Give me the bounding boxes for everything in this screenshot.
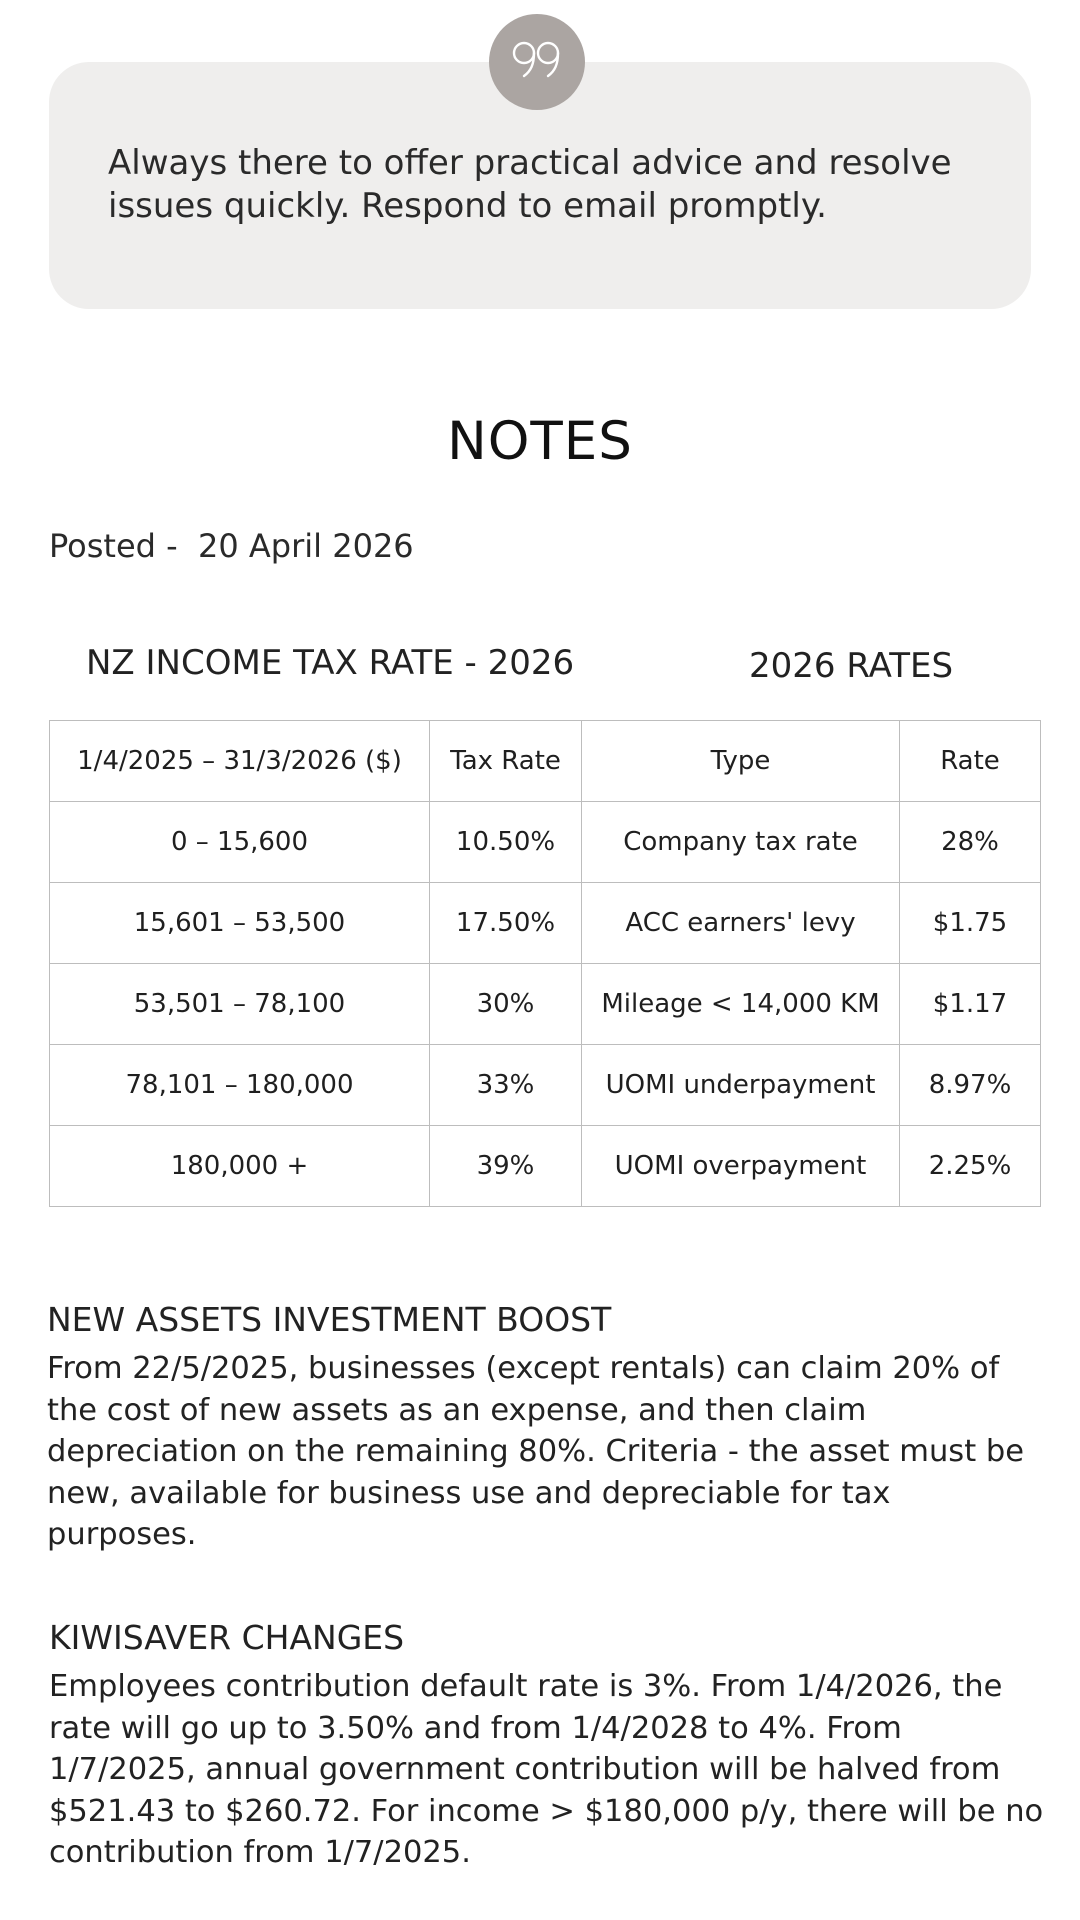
rate-cell: 8.97%: [900, 1045, 1041, 1126]
type-cell: ACC earners' levy: [582, 883, 900, 964]
table-header-row: [50, 721, 1041, 802]
tax-rate-cell: 10.50%: [430, 802, 582, 883]
tax-rate-cell: 33%: [430, 1045, 582, 1126]
income-range-cell: 180,000 +: [50, 1126, 430, 1207]
type-cell: UOMI overpayment: [582, 1126, 900, 1207]
notes-title: NOTES: [447, 411, 633, 472]
header-rate: Rate: [900, 721, 1041, 802]
header-type: Type: [582, 721, 900, 802]
kiwisaver-heading: KIWISAVER CHANGES: [49, 1618, 405, 1657]
posted-date: 20 April 2026: [198, 527, 414, 565]
header-income-range: 1/4/2025 – 31/3/2026 ($): [50, 721, 430, 802]
type-cell: Company tax rate: [582, 802, 900, 883]
rate-cell: $1.75: [900, 883, 1041, 964]
kiwisaver-body: Employees contribution default rate is 3%. From 1/4/2026, the rate will go up to 3.50% and from 1/4/2028 to 4%. From 1/7/2025, annual government contribution will be halved from $521.43 to $260.72. For income > $180,000 p/y, there will be no contribution from 1/7/2025.: [49, 1669, 1044, 1870]
tax-rate-heading: NZ INCOME TAX RATE - 2026: [86, 643, 575, 683]
rates-heading: 2026 RATES: [749, 646, 954, 686]
income-range-cell: 0 – 15,600: [50, 802, 430, 883]
testimonial-text: Always there to offer practical advice and resolve issues quickly. Respond to email promptly.: [108, 143, 952, 226]
quote-icon: [511, 40, 563, 84]
type-cell: UOMI underpayment: [582, 1045, 900, 1126]
tax-rates-table: [49, 720, 1041, 1207]
table-row: [50, 1045, 1041, 1126]
tax-rate-cell: 17.50%: [430, 883, 582, 964]
table-row: [50, 964, 1041, 1045]
table-row: [50, 883, 1041, 964]
posted-label: Posted: [49, 527, 156, 565]
tax-rate-cell: 39%: [430, 1126, 582, 1207]
type-cell: Mileage < 14,000 KM: [582, 964, 900, 1045]
investment-boost-body: From 22/5/2025, businesses (except rentals) can claim 20% of the cost of new assets as an expense, and then claim depreciation on the remaining 80%. Criteria - the asset must be new, available for business use and depreciable for tax purposes.: [47, 1351, 1024, 1552]
income-range-cell: 15,601 – 53,500: [50, 883, 430, 964]
posted-date-line: [49, 526, 414, 566]
header-tax-rate: Tax Rate: [430, 721, 582, 802]
rate-cell: 2.25%: [900, 1126, 1041, 1207]
table-row: [50, 1126, 1041, 1207]
investment-boost-heading: NEW ASSETS INVESTMENT BOOST: [47, 1300, 612, 1339]
rate-cell: $1.17: [900, 964, 1041, 1045]
posted-separator: -: [155, 527, 199, 565]
quote-badge: [489, 14, 585, 110]
income-range-cell: 78,101 – 180,000: [50, 1045, 430, 1126]
tax-rate-cell: 30%: [430, 964, 582, 1045]
income-range-cell: 53,501 – 78,100: [50, 964, 430, 1045]
rate-cell: 28%: [900, 802, 1041, 883]
table-row: [50, 802, 1041, 883]
